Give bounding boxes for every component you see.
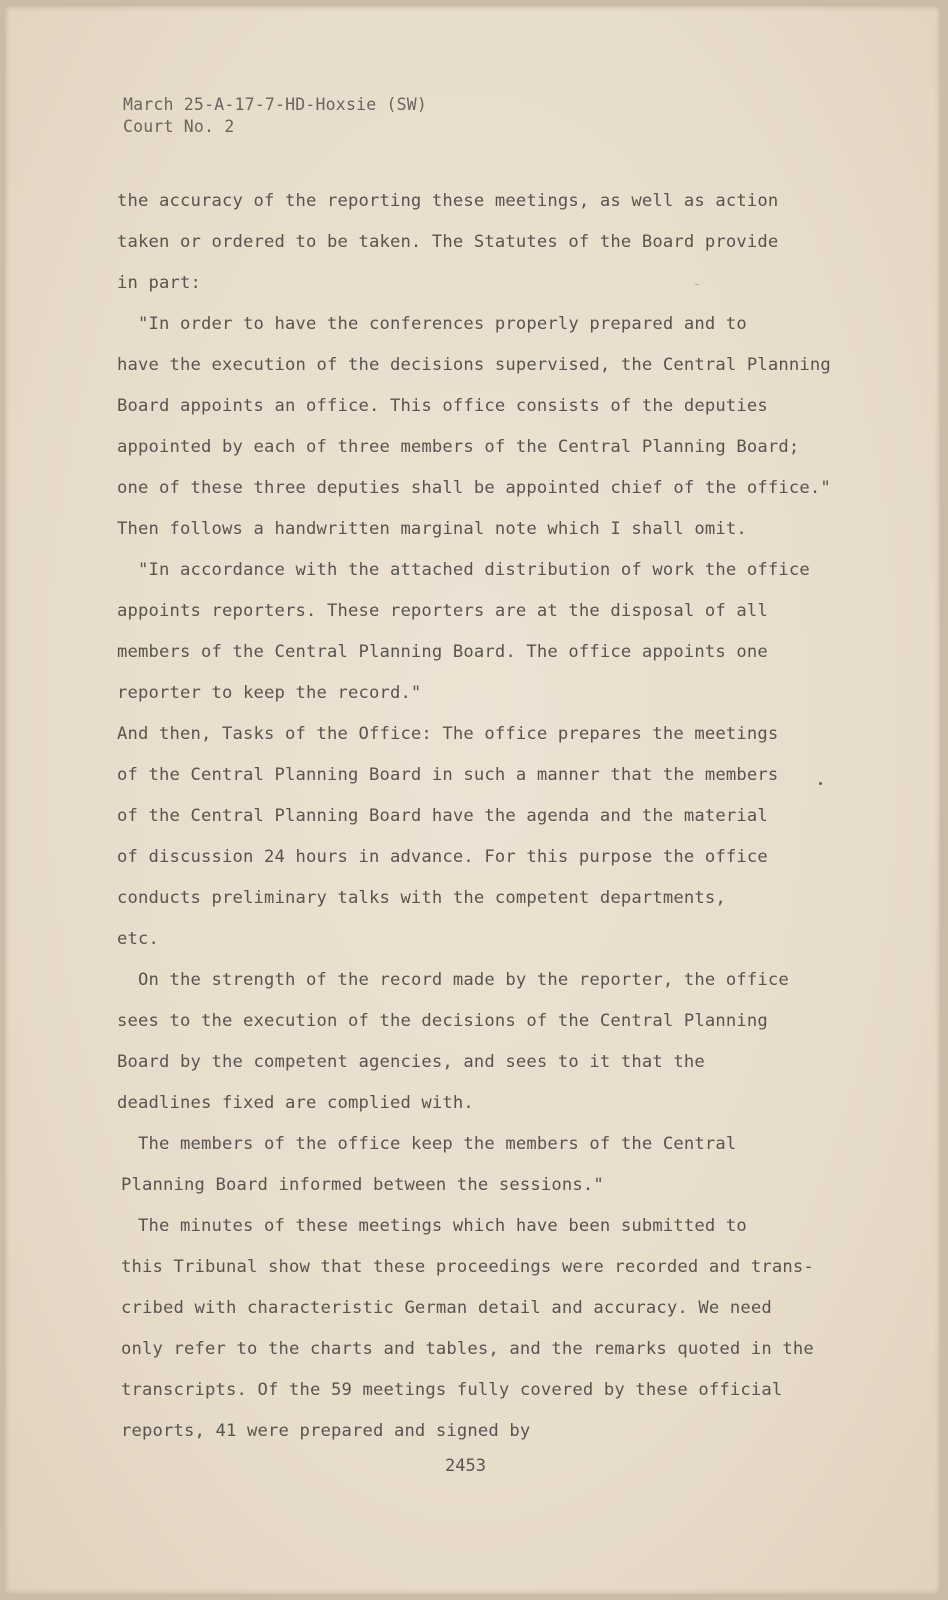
body-line: of the Central Planning Board have the agenda and the material [117, 806, 768, 826]
body-line: reporter to keep the record." [117, 683, 422, 703]
paper-speck [695, 284, 699, 285]
body-line: The members of the office keep the members of the Central [138, 1134, 737, 1154]
body-line: sees to the execution of the decisions of the Central Planning [117, 1011, 768, 1031]
body-line: transcripts. Of the 59 meetings fully covered by these official [121, 1380, 783, 1400]
header-case-reference: March 25-A-17-7-HD-Hoxsie (SW) [123, 95, 428, 114]
page-number: 2453 [445, 1456, 486, 1476]
body-line: "In accordance with the attached distribution of work the office [138, 560, 810, 580]
body-line: conducts preliminary talks with the competent departments, [117, 888, 726, 908]
body-line: one of these three deputies shall be appointed chief of the office." [117, 478, 831, 498]
body-line: taken or ordered to be taken. The Statutes of the Board provide [117, 232, 779, 252]
body-line: in part: [117, 273, 201, 293]
body-line: this Tribunal show that these proceedings were recorded and trans- [121, 1257, 814, 1277]
body-line: deadlines fixed are complied with. [117, 1093, 474, 1113]
body-line: members of the Central Planning Board. The office appoints one [117, 642, 768, 662]
body-line: On the strength of the record made by the reporter, the office [138, 970, 789, 990]
header-court-number: Court No. 2 [123, 117, 235, 136]
body-line: Board appoints an office. This office consists of the deputies [117, 396, 768, 416]
body-line: etc. [117, 929, 159, 949]
body-line: of discussion 24 hours in advance. For this purpose the office [117, 847, 768, 867]
body-line: appointed by each of three members of the Central Planning Board; [117, 437, 800, 457]
body-line: of the Central Planning Board in such a manner that the members [117, 765, 779, 785]
body-line: reports, 41 were prepared and signed by [121, 1421, 531, 1441]
body-line: appoints reporters. These reporters are at the disposal of all [117, 601, 768, 621]
body-line: Then follows a handwritten marginal note which I shall omit. [117, 519, 747, 539]
document-page [5, 6, 940, 1594]
body-line: Board by the competent agencies, and sees to it that the [117, 1052, 705, 1072]
paper-speck [819, 782, 822, 785]
body-line: the accuracy of the reporting these meetings, as well as action [117, 191, 779, 211]
document-header [123, 94, 427, 138]
body-line: have the execution of the decisions supervised, the Central Planning [117, 355, 831, 375]
body-line: cribed with characteristic German detail and accuracy. We need [121, 1298, 772, 1318]
body-line: "In order to have the conferences properly prepared and to [138, 314, 747, 334]
body-line: Planning Board informed between the sessions." [121, 1175, 604, 1195]
body-line: only refer to the charts and tables, and the remarks quoted in the [121, 1339, 814, 1359]
body-line: The minutes of these meetings which have been submitted to [138, 1216, 747, 1236]
body-line: And then, Tasks of the Office: The office prepares the meetings [117, 724, 779, 744]
